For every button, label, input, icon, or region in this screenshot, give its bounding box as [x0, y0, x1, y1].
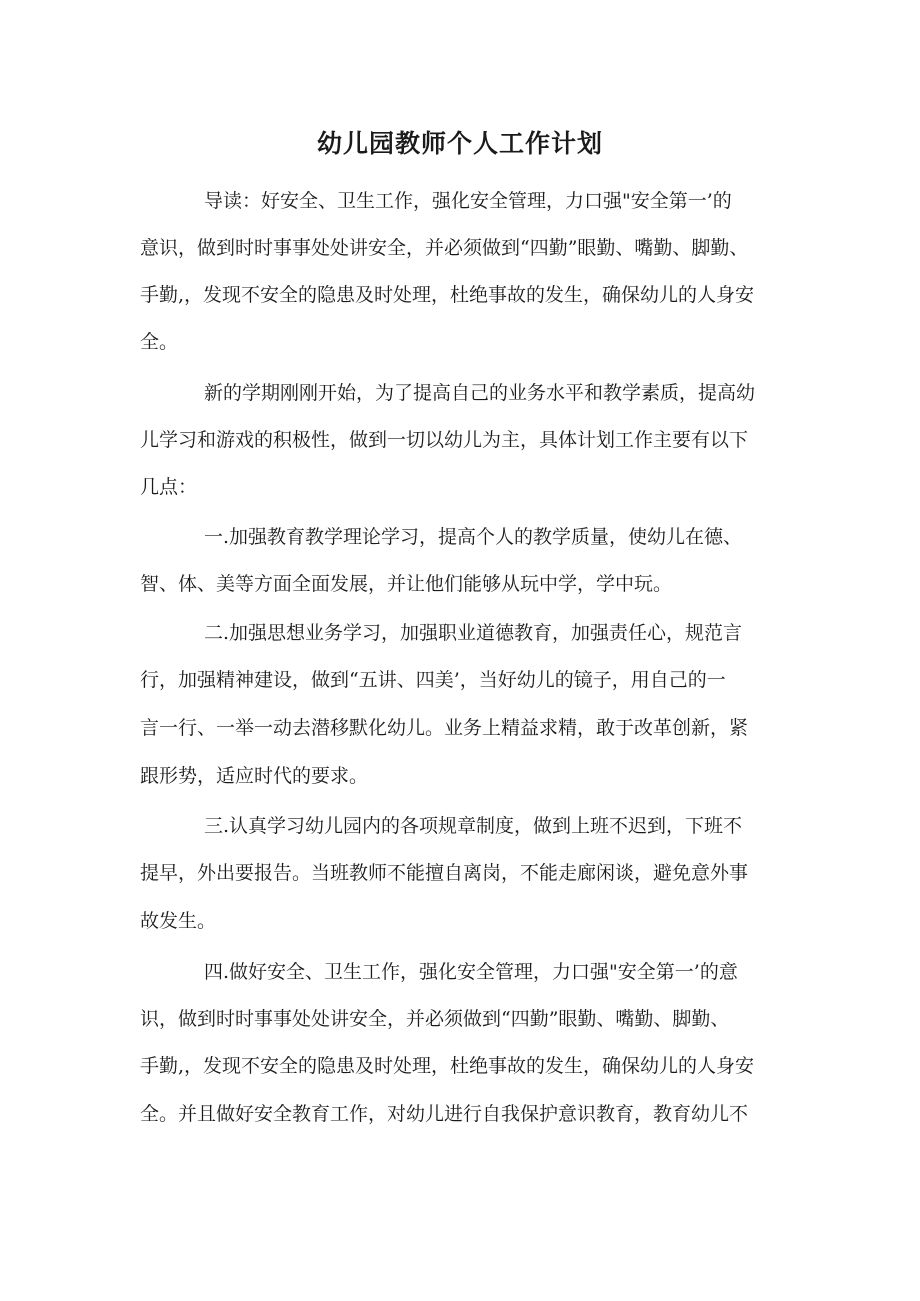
intro-line-3: 手勤,，发现不安全的隐患及时处理，杜绝事故的发生，确保幼儿的人身安	[140, 284, 755, 306]
intro-line-4: 全。	[140, 331, 179, 353]
point-3-line-1: 三.认真学习幼儿园内的各项规章制度，做到上班不迟到，下班不	[204, 815, 743, 837]
point-2-line-2: 行，加强精神建设，做到“五讲、四美’，当好幼儿的镜子，用自己的一	[140, 669, 726, 691]
overview-line-1: 新的学期刚刚开始，为了提高自己的业务水平和教学素质，提高幼	[204, 382, 756, 404]
point-4-line-4: 全。并且做好安全教育工作，对幼儿进行自我保护意识教育，教育幼儿不	[140, 1103, 749, 1125]
point-4-line-3: 手勤,，发现不安全的隐患及时处理，杜绝事故的发生，确保幼儿的人身安	[140, 1055, 755, 1077]
point-2-line-3: 言一行、一举一动去潜移默化幼儿。业务上精益求精，敢于改革创新，紧	[140, 717, 749, 739]
point-2-line-1: 二.加强思想业务学习，加强职业道德教育，加强责任心，规范言	[204, 622, 743, 644]
point-1-line-2: 智、体、美等方面全面发展，并让他们能够从玩中学，学中玩。	[140, 573, 673, 595]
overview-line-3: 几点：	[140, 476, 198, 498]
point-2-line-4: 跟形势，适应时代的要求。	[140, 765, 369, 787]
point-4-line-1: 四.做好安全、卫生工作，强化安全管理，力口强"安全第一’的意	[204, 961, 738, 983]
point-3-line-2: 提早，外出要报告。当班教师不能擅自离岗，不能走廊闲谈，避免意外事	[140, 862, 749, 884]
document-title: 幼儿园教师个人工作计划	[316, 129, 603, 158]
point-4-line-2: 识，做到时时事事处处讲安全，并必须做到“四勤”眼勤、嘴勤、脚勤、	[140, 1008, 730, 1030]
point-3-line-3: 故发生。	[140, 910, 217, 932]
intro-line-1: 导读：好安全、卫生工作，强化安全管理，力口强"安全第一’的	[204, 190, 732, 212]
overview-line-2: 儿学习和游戏的积极性，做到一切以幼儿为主，具体计划工作主要有以下	[140, 429, 749, 451]
intro-line-2: 意识，做到时时事事处处讲安全，并必须做到“四勤”眼勤、嘴勤、脚勤、	[140, 237, 749, 259]
point-1-line-1: 一.加强教育教学理论学习，提高个人的教学质量，使幼儿在德、	[204, 526, 743, 548]
